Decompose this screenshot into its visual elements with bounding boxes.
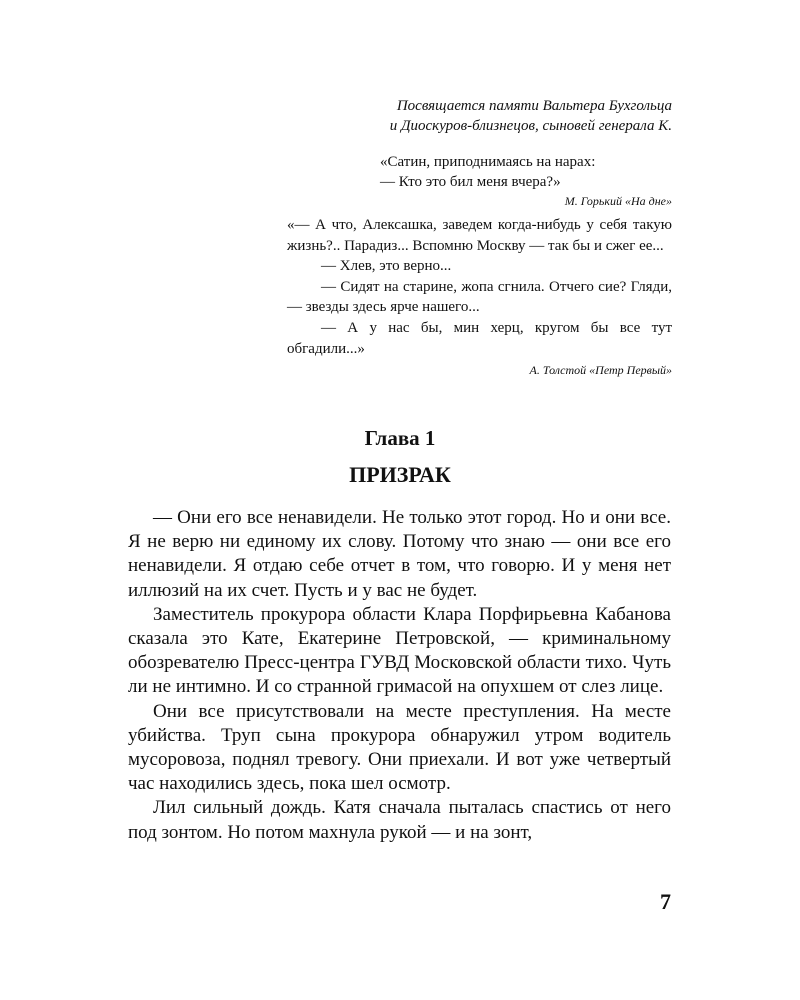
epigraph-source: М. Горький «На дне» (564, 194, 672, 208)
body-paragraph: Они все присутствовали на месте преступления. На месте убийства. Труп сына прокурора обнаружил утром водитель мусоровоза, поднял тревогу. Они приехали. И вот уже четвертый час находились здесь, пока шел осмотр. (128, 700, 671, 795)
body-paragraph: Заместитель прокурора области Клара Порфирьевна Кабанова сказала это Кате, Екатерине Петровской, — криминальному обозревателю Пресс-центра ГУВД Московской области тихо. Чуть ли не интимно. И со странной гримасой на опухшем от слез лице. (128, 603, 671, 698)
epigraph-paragraph: — А у нас бы, мин херц, кругом бы все тут обгадили...» (287, 319, 672, 357)
epigraph-paragraph: — Хлев, это верно... (321, 258, 452, 275)
epigraph-line: «Сатин, приподнимаясь на нарах: (380, 154, 596, 170)
epigraph-source: А. Толстой «Петр Первый» (529, 363, 672, 378)
body-text (128, 506, 671, 845)
chapter-heading: Глава 1 (364, 426, 436, 450)
chapter-title: ПРИЗРАК (349, 462, 451, 487)
epigraph-gorky (285, 152, 672, 210)
dedication-line: и Диоскуров-близнецов, сыновей генерала К. (389, 118, 672, 134)
body-paragraph: — Они его все ненавидели. Не только этот город. Но и они все. Я не верю ни единому их слову. Потому что знаю — они все его ненавидели. Я отдаю себе отчет в том, что говорю. И у меня нет иллюзий на их счет. Пусть и у вас не будет. (128, 507, 671, 601)
body-paragraph: Лил сильный дождь. Катя сначала пыталась спастись от него под зонтом. Но потом махнула рукой — и на зонт, (128, 797, 671, 843)
epigraph-line: — Кто это бил меня вчера?» (380, 174, 561, 190)
dedication (250, 96, 672, 136)
dedication-line: Посвящается памяти Вальтера Бухгольца (396, 98, 672, 114)
epigraph-tolstoy (287, 215, 672, 381)
epigraph-paragraph: — Сидят на старине, жопа сгнила. Отчего сие? Гляди, — звезды здесь ярче нашего... (287, 278, 672, 316)
page-number: 7 (660, 889, 671, 914)
epigraph-paragraph: «— А что, Алексашка, заведем когда-нибудь у себя такую жизнь?.. Парадиз... Вспомню Москву — так бы и сжег ее... (287, 217, 672, 254)
